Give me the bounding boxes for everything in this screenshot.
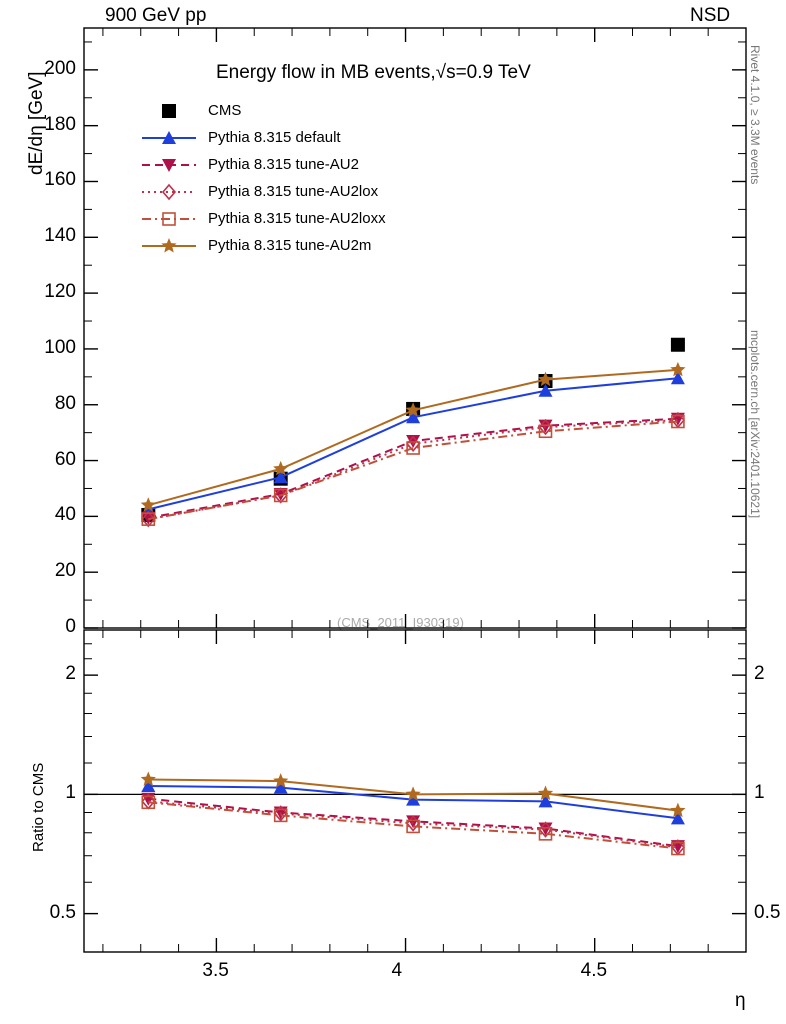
y-tick-180: 180: [44, 113, 76, 135]
side-label-rivet: Rivet 4.1.0, ≥ 3.3M events: [748, 45, 762, 185]
legend-label-2: Pythia 8.315 tune-AU2: [208, 156, 359, 173]
ratio-y-axis-label: Ratio to CMS: [30, 762, 47, 852]
legend-label-5: Pythia 8.315 tune-AU2m: [208, 237, 372, 254]
y-tick-40: 40: [54, 504, 76, 526]
y-tick-60: 60: [54, 448, 76, 470]
ratio-y-tick-right-0.5: 0.5: [754, 901, 781, 923]
legend-label-0: CMS: [208, 102, 242, 119]
header-left: 900 GeV pp: [105, 5, 207, 26]
legend-label-1: Pythia 8.315 default: [208, 129, 341, 146]
x-tick-3.5: 3.5: [202, 960, 229, 981]
legend-sample-1: [140, 127, 198, 149]
y-axis-label: dE/dη [GeV]: [26, 71, 47, 175]
ratio-y-tick-1: 1: [65, 782, 76, 804]
header-right: NSD: [690, 5, 731, 26]
legend-label-3: Pythia 8.315 tune-AU2lox: [208, 183, 379, 200]
ratio-y-tick-2: 2: [65, 663, 76, 685]
ratio-plot-frame: [84, 630, 746, 952]
x-tick-4.5: 4.5: [580, 960, 608, 981]
analysis-watermark: (CMS_2011_I930319): [337, 615, 464, 630]
y-tick-0: 0: [65, 616, 76, 637]
ratio-y-tick-right-2: 2: [754, 663, 765, 685]
plot-title: Energy flow in MB events,√s=0.9 TeV: [216, 62, 531, 83]
legend-label-4: Pythia 8.315 tune-AU2loxx: [208, 210, 386, 227]
legend-sample-3: [140, 181, 198, 203]
y-tick-160: 160: [44, 169, 76, 191]
ratio-y-tick-0.5: 0.5: [49, 901, 76, 923]
legend-sample-2: [140, 154, 198, 176]
y-tick-20: 20: [54, 560, 76, 582]
ratio-y-tick-right-1: 1: [754, 782, 765, 804]
x-axis-label: η: [735, 990, 746, 1011]
y-tick-200: 200: [44, 57, 76, 79]
x-tick-4: 4: [391, 960, 403, 981]
series-marker-0: [671, 338, 685, 352]
legend-sample-5: [140, 235, 198, 257]
y-tick-100: 100: [44, 336, 76, 358]
side-label-mcplots: mcplots.cern.ch [arXiv:2401.10621]: [748, 330, 762, 519]
series-line-2: [148, 419, 678, 518]
legend-sample-4: [140, 208, 198, 230]
y-tick-120: 120: [44, 281, 76, 303]
y-tick-140: 140: [44, 225, 76, 247]
y-tick-80: 80: [54, 392, 76, 414]
legend-sample-0: [140, 100, 198, 122]
